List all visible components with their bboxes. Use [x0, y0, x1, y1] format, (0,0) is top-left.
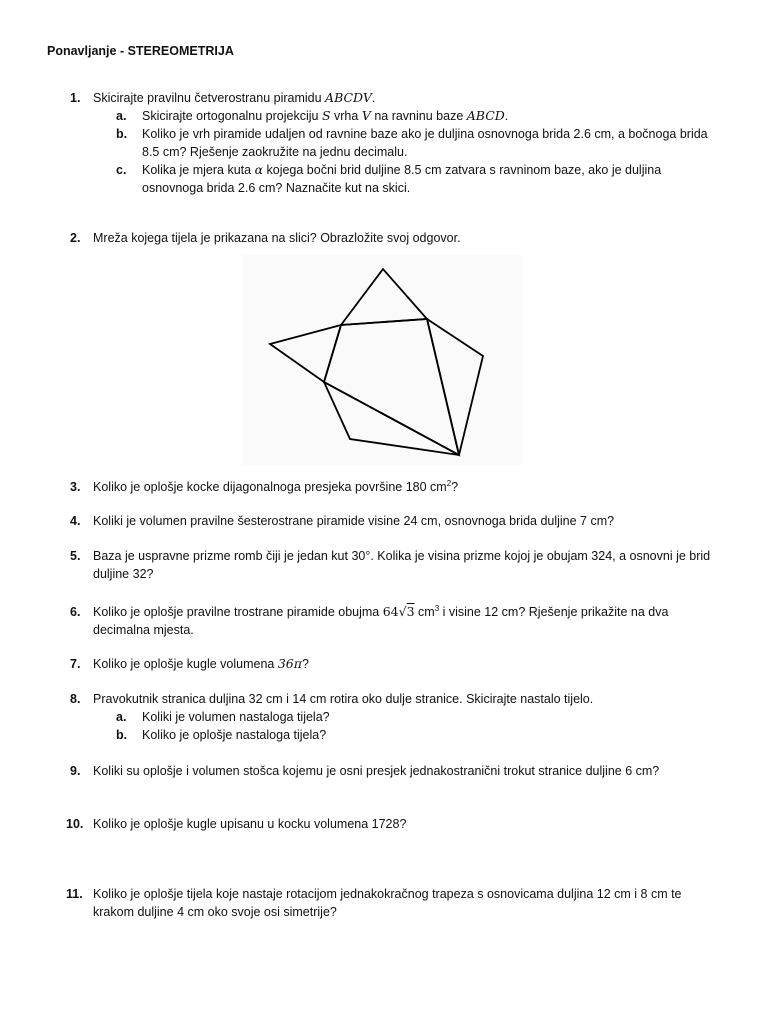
- question-number: 1.: [70, 91, 81, 105]
- question-text: Koliko je oplošje pravilne trostrane piramide obujma 64√3 $cm^3$ i visine 12 cm? Rješenje prikažite na dva decimalna mjesta.: [93, 603, 669, 637]
- question-1: [70, 89, 720, 197]
- question-number: 4.: [70, 514, 81, 528]
- question-text: Pravokutnik stranica duljina 32 cm i 14 cm rotira oko dulje stranice. Skicirajte nastalo tijelo.: [93, 692, 594, 706]
- question-number: 11.: [66, 887, 83, 901]
- subquestion-8a: [116, 708, 720, 726]
- subquestion-8b: [116, 726, 720, 744]
- net-face-bottom-triangle: [324, 382, 459, 455]
- question-number: 9.: [70, 764, 81, 778]
- question-number: 3.: [70, 480, 81, 494]
- subquestion-text: Koliko je oplošje nastaloga tijela?: [142, 728, 327, 742]
- subquestion-1b: [116, 125, 720, 161]
- subquestion-1a: [116, 107, 720, 125]
- question-text: Koliko je oplošje kugle volumena 36π?: [93, 656, 309, 671]
- subquestion-letter: b.: [116, 728, 128, 742]
- net-face-left-triangle: [270, 325, 341, 382]
- question-text: Koliki su oplošje i volumen stošca kojemu je osni presjek jednakostranični trokut stranice duljine 6 cm?: [93, 764, 660, 778]
- net-figure: [243, 255, 523, 465]
- net-face-top-triangle: [341, 269, 427, 325]
- question-3: [70, 478, 720, 496]
- question-text: Koliko je oplošje tijela koje nastaje rotacijom jednakokračnog trapeza s osnovicama duljina 12 cm i 8 cm te krakom duljine 4 cm oko svoje osi simetrije?: [93, 887, 682, 919]
- question-number: 2.: [70, 231, 81, 245]
- polyhedron-net-diagram: [243, 255, 523, 465]
- subquestion-text: Koliko je vrh piramide udaljen od ravnine baze ako je duljina osnovnoga brida 2.6 cm, a bočnoga brida 8.5 cm? Rješenje zaokružite na jednu decimalu.: [142, 127, 708, 159]
- subquestion-text: Koliki je volumen nastaloga tijela?: [142, 710, 330, 724]
- question-number: 5.: [70, 549, 81, 563]
- subquestion-text: Kolika je mjera kuta α kojega bočni brid duljine 8.5 cm zatvara s ravninom baze, ako je duljina osnovnoga brida 2.6 cm? Naznačite kut na skici.: [142, 162, 662, 195]
- question-6: [70, 603, 720, 639]
- question-7: [70, 655, 720, 673]
- question-number: 6.: [70, 605, 81, 619]
- question-text: Baza je uspravne prizme romb čiji je jedan kut 30°. Kolika je visina prizme kojoj je obujam 324, a osnovni je brid duljine 32?: [93, 549, 711, 581]
- question-11: [66, 885, 720, 921]
- question-text: Mreža kojega tijela je prikazana na slici? Obrazložite svoj odgovor.: [93, 231, 461, 245]
- question-5: [70, 547, 720, 583]
- subquestion-letter: a.: [116, 109, 127, 123]
- page-title: Ponavljanje - STEREOMETRIJA: [47, 44, 234, 58]
- question-9: [70, 762, 720, 780]
- question-text: Koliko je oplošje kocke dijagonalnoga presjeka površine 180 $cm^2$?: [93, 478, 459, 494]
- question-text: Koliki je volumen pravilne šesterostrane piramide visine 24 cm, osnovnoga brida duljine 7 cm?: [93, 514, 615, 528]
- question-8: [70, 690, 720, 744]
- net-face-central-quadrilateral: [324, 319, 459, 455]
- subquestion-letter: c.: [116, 163, 127, 177]
- subquestion-text: Skicirajte ortogonalnu projekciju S vrha V na ravninu baze ABCD.: [142, 108, 509, 123]
- subquestion-letter: a.: [116, 710, 127, 724]
- subquestion-1c: [116, 161, 720, 197]
- question-text: Koliko je oplošje kugle upisanu u kocku volumena 1728?: [93, 817, 407, 831]
- question-number: 7.: [70, 657, 81, 671]
- question-number: 10.: [66, 817, 84, 831]
- question-number: 8.: [70, 692, 81, 706]
- question-text: Skicirajte pravilnu četverostranu piramidu ABCDV.: [93, 90, 376, 105]
- question-10: [66, 815, 720, 833]
- question-2: [70, 229, 720, 247]
- subquestion-letter: b.: [116, 127, 128, 141]
- question-4: [70, 512, 720, 530]
